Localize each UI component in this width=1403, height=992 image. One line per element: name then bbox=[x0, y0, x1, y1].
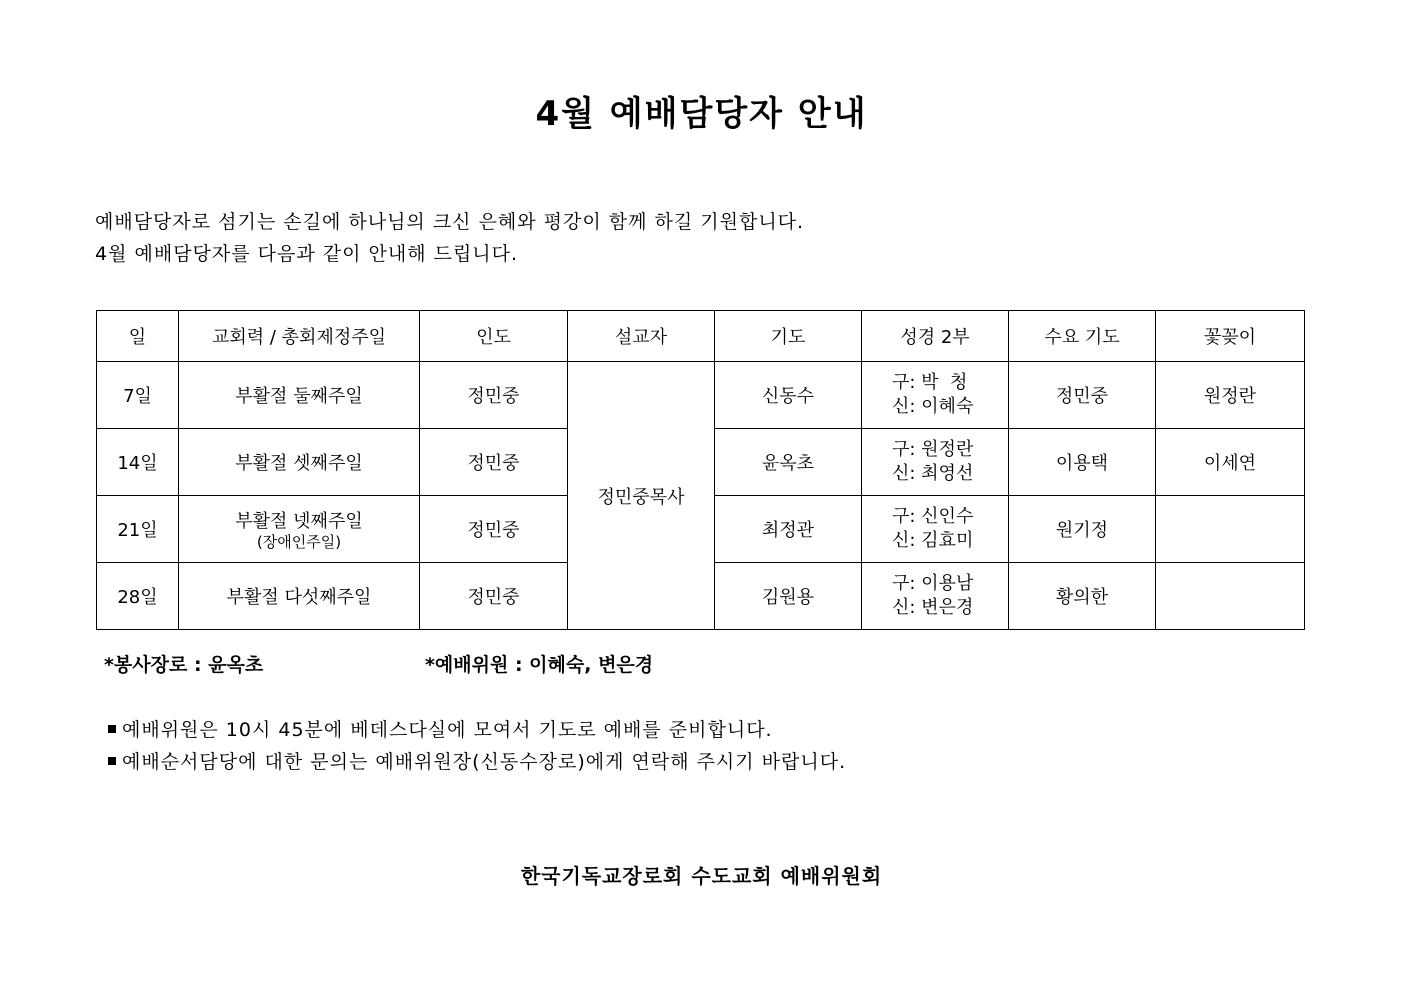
cell-prayer: 김원용 bbox=[715, 563, 862, 630]
cell-leader: 정민중 bbox=[420, 563, 568, 630]
table-row bbox=[97, 362, 1305, 429]
bible-old-testament: 구: 신인수 bbox=[892, 506, 974, 527]
cell-preacher: 정민중목사 bbox=[568, 362, 715, 630]
service-elder: *봉사장로 : 윤옥초 bbox=[104, 654, 264, 676]
bible-old-testament: 구: 이용남 bbox=[892, 573, 974, 594]
cell-calendar bbox=[179, 496, 420, 563]
cell-calendar bbox=[179, 429, 420, 496]
schedule-table bbox=[96, 310, 1305, 630]
table-header-row bbox=[97, 311, 1305, 362]
calendar-text: 부활절 넷째주일 bbox=[235, 511, 363, 532]
bible-new-testament: 신: 변은경 bbox=[892, 597, 974, 618]
header-wednesday: 수요 기도 bbox=[1009, 311, 1156, 362]
bible-new-testament: 신: 김효미 bbox=[892, 530, 974, 551]
notes-list bbox=[108, 714, 846, 778]
cell-wednesday: 원기정 bbox=[1009, 496, 1156, 563]
bible-old-testament: 구: 박 청 bbox=[892, 372, 968, 393]
cell-bible bbox=[862, 429, 1009, 496]
cell-bible bbox=[862, 563, 1009, 630]
cell-day: 21일 bbox=[97, 496, 179, 563]
note-text: 예배순서담당에 대한 문의는 예배위원장(신동수장로)에게 연락해 주시기 바랍니다. bbox=[122, 751, 847, 773]
cell-bible bbox=[862, 496, 1009, 563]
cell-calendar bbox=[179, 362, 420, 429]
cell-prayer: 최정관 bbox=[715, 496, 862, 563]
square-bullet-icon bbox=[108, 757, 116, 765]
intro-line: 예배담당자로 섬기는 손길에 하나님의 크신 은혜와 평강이 함께 하길 기원합니다. bbox=[95, 211, 805, 233]
worship-committee: *예배위원 : 이혜숙, 변은경 bbox=[425, 654, 654, 676]
calendar-subtext: (장애인주일) bbox=[256, 533, 342, 551]
header-day: 일 bbox=[97, 311, 179, 362]
cell-day: 28일 bbox=[97, 563, 179, 630]
cell-flowers: 이세연 bbox=[1156, 429, 1305, 496]
header-leader: 인도 bbox=[420, 311, 568, 362]
cell-leader: 정민중 bbox=[420, 496, 568, 563]
bible-new-testament: 신: 이혜숙 bbox=[892, 396, 974, 417]
calendar-text: 부활절 셋째주일 bbox=[235, 453, 363, 474]
cell-flowers bbox=[1156, 496, 1305, 563]
header-bible: 성경 2부 bbox=[862, 311, 1009, 362]
header-preacher: 설교자 bbox=[568, 311, 715, 362]
note-text: 예배위원은 10시 45분에 베데스다실에 모여서 기도로 예배를 준비합니다. bbox=[122, 719, 773, 741]
header-calendar: 교회력 / 총회제정주일 bbox=[179, 311, 420, 362]
cell-calendar bbox=[179, 563, 420, 630]
cell-prayer: 윤옥초 bbox=[715, 429, 862, 496]
intro-line: 4월 예배담당자를 다음과 같이 안내해 드립니다. bbox=[95, 243, 519, 265]
cell-leader: 정민중 bbox=[420, 362, 568, 429]
bible-new-testament: 신: 최영선 bbox=[892, 463, 974, 484]
cell-wednesday: 황의한 bbox=[1009, 563, 1156, 630]
header-flowers: 꽃꽂이 bbox=[1156, 311, 1305, 362]
cell-flowers bbox=[1156, 563, 1305, 630]
note-item bbox=[108, 746, 846, 778]
cell-wednesday: 정민중 bbox=[1009, 362, 1156, 429]
bible-old-testament: 구: 원정란 bbox=[892, 439, 974, 460]
cell-flowers: 원정란 bbox=[1156, 362, 1305, 429]
cell-day: 14일 bbox=[97, 429, 179, 496]
cell-leader: 정민중 bbox=[420, 429, 568, 496]
cell-prayer: 신동수 bbox=[715, 362, 862, 429]
intro-text bbox=[95, 206, 804, 270]
calendar-text: 부활절 둘째주일 bbox=[235, 386, 363, 407]
cell-bible bbox=[862, 362, 1009, 429]
page-title: 4월 예배담당자 안내 bbox=[535, 94, 868, 134]
header-prayer: 기도 bbox=[715, 311, 862, 362]
cell-day: 7일 bbox=[97, 362, 179, 429]
cell-wednesday: 이용택 bbox=[1009, 429, 1156, 496]
note-item bbox=[108, 714, 846, 746]
calendar-text: 부활절 다섯째주일 bbox=[226, 587, 372, 608]
footer-organization: 한국기독교장로회 수도교회 예배위원회 bbox=[520, 864, 883, 888]
square-bullet-icon bbox=[108, 725, 116, 733]
